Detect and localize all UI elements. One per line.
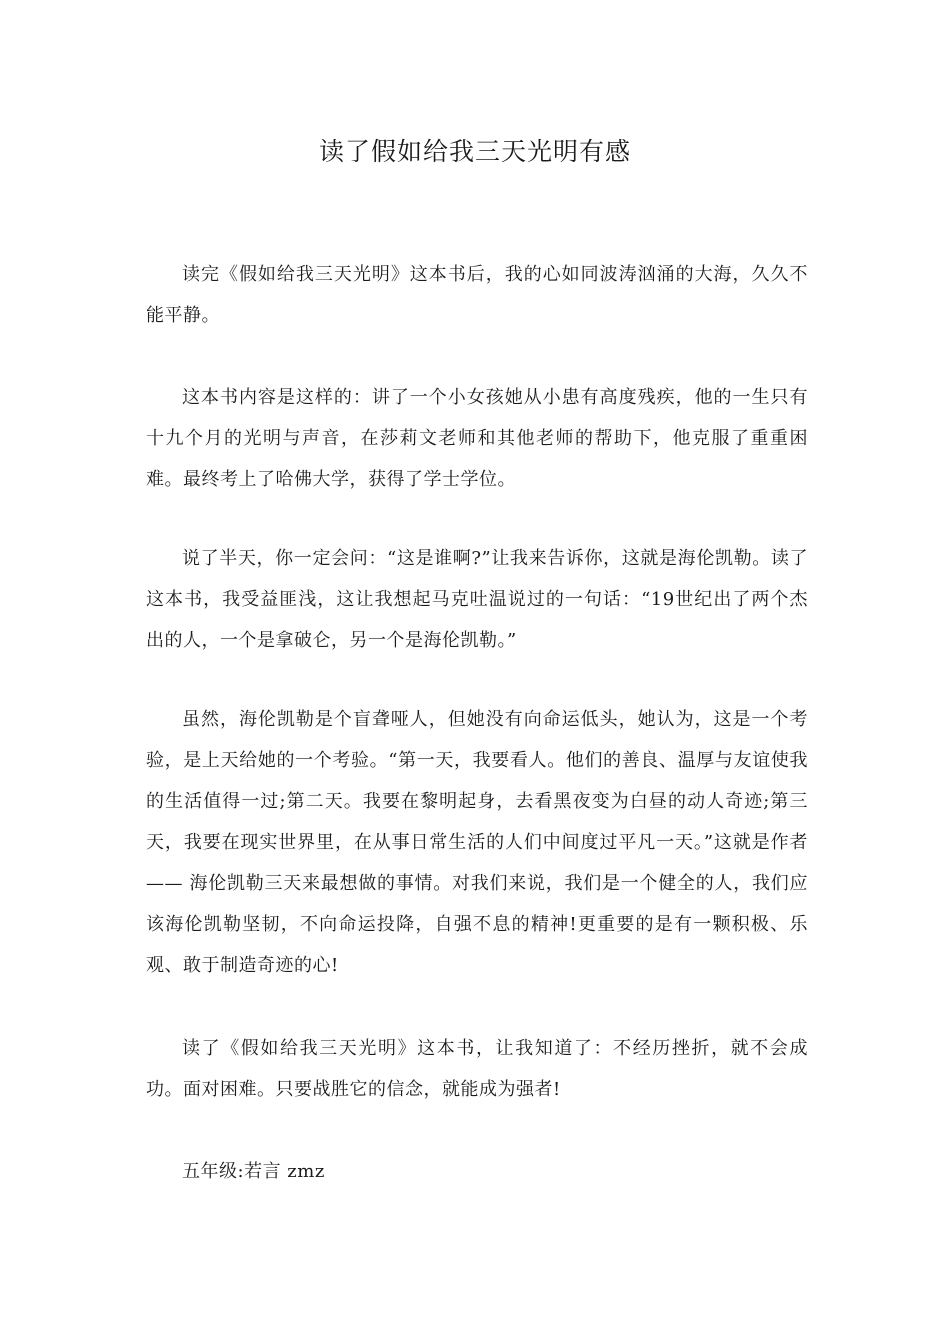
paragraph-conclusion: 读了《假如给我三天光明》这本书，让我知道了：不经历挫折，就不会成功。面对困难。只要战胜它的信念，就能成为强者! (146, 1038, 808, 1100)
author-signature: 五年级:若言 zmz (182, 1161, 325, 1182)
paragraph-summary: 这本书内容是这样的：讲了一个小女孩她从小患有高度残疾，他的一生只有十九个月的光明与声音，在莎莉文老师和其他老师的帮助下，他克服了重重困难。最终考上了哈佛大学，获得了学士学位。 (146, 387, 808, 490)
paragraph-quote: 说了半天，你一定会问：“这是谁啊?”让我来告诉你，这就是海伦凯勒。读了这本书，我受益匪浅，这让我想起马克吐温说过的一句话：“19世纪出了两个杰出的人，一个是拿破仑，另一个是海伦凯勒。” (146, 548, 808, 651)
document-title: 读了假如给我三天光明有感 (318, 137, 631, 166)
paragraph-three-days: 虽然，海伦凯勒是个盲聋哑人，但她没有向命运低头，她认为，这是一个考验，是上天给她的一个考验。“第一天，我要看人。他们的善良、温厚与友谊使我的生活值得一过;第二天。我要在黎明起身，去看黑夜变为白昼的动人奇迹;第三天，我要在现实世界里，在从事日常生活的人们中间度过平凡一天。”这就是作者—— 海伦凯勒三天来最想做的事情。对我们来说，我们是一个健全的人，我们应该海伦凯勒坚韧，不向命运投降，自强不息的精神!更重要的是有一颗积极、乐观、敢于制造奇迹的心! (146, 709, 808, 976)
paragraph-intro: 读完《假如给我三天光明》这本书后，我的心如同波涛汹涌的大海，久久不能平静。 (146, 264, 808, 326)
